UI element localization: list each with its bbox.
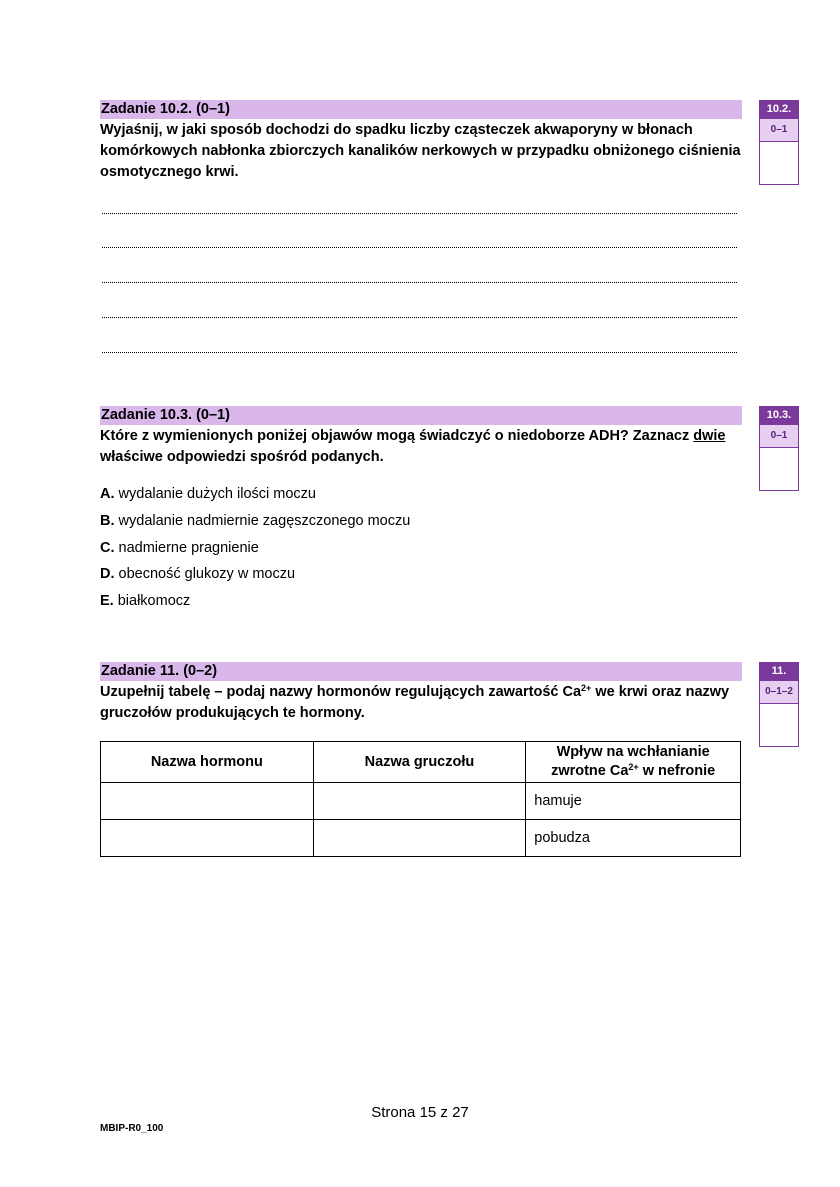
header-text: Wpływ na wchłanianie [556, 744, 710, 760]
task-question [100, 426, 742, 468]
score-box-10-3 [759, 406, 799, 491]
question-text: we krwi oraz nazwy gruczołów produkujących te hormony. [100, 684, 730, 721]
col-effect [526, 742, 741, 783]
score-field [760, 448, 798, 490]
superscript: 2+ [628, 762, 639, 772]
option-b[interactable] [100, 512, 410, 530]
option-e[interactable] [100, 592, 190, 610]
task-header: Zadanie 10.3. (0–1) [100, 406, 742, 425]
option-text: wydalanie dużych ilości moczu [118, 486, 316, 502]
effect-cell: hamuje [526, 783, 741, 820]
option-a[interactable] [100, 485, 316, 503]
task-header: Zadanie 10.2. (0–1) [100, 100, 742, 119]
hormone-cell[interactable] [101, 783, 314, 820]
option-text: białkomocz [117, 593, 191, 609]
task-10-3 [100, 406, 742, 609]
question-text: właściwe odpowiedzi spośród podanych. [100, 449, 384, 465]
option-c[interactable] [100, 539, 259, 557]
task-10-2 [100, 100, 742, 183]
header-text: w nefronie [642, 763, 716, 779]
table-row [101, 820, 741, 857]
gland-cell[interactable] [313, 783, 526, 820]
task-header: Zadanie 11. (0–2) [100, 662, 742, 681]
option-text: nadmierne pragnienie [118, 540, 259, 556]
col-hormone-name: Nazwa hormonu [101, 742, 314, 783]
option-text: wydalanie nadmiernie zagęszczonego moczu [118, 513, 411, 529]
header-text: zwrotne Ca [551, 763, 629, 779]
effect-cell: pobudza [526, 820, 741, 857]
exam-code: MBIP-R0_100 [100, 1123, 164, 1134]
col-gland-name: Nazwa gruczołu [313, 742, 526, 783]
option-letter: C. [100, 540, 115, 556]
option-letter: D. [100, 566, 115, 582]
page-number: Strona 15 z 27 [371, 1104, 469, 1121]
score-field [760, 142, 798, 184]
answer-line[interactable] [102, 212, 737, 214]
task-question: Wyjaśnij, w jaki sposób dochodzi do spadku liczby cząsteczek akwaporyny w błonach komórkowych nabłonka zbiorczych kanalików nerkowych w przypadku obniżonego ciśnienia osmotycznego krwi. [100, 122, 741, 180]
superscript: 2+ [581, 683, 592, 693]
table-header-row [101, 742, 741, 783]
score-number: 10.3. [760, 407, 798, 424]
question-emphasis: dwie [693, 428, 726, 444]
answer-line[interactable] [102, 316, 737, 318]
score-number: 11. [760, 663, 798, 680]
hormone-cell[interactable] [101, 820, 314, 857]
answer-line[interactable] [102, 281, 737, 283]
score-box-11 [759, 662, 799, 747]
question-text: Które z wymienionych poniżej objawów mogą świadczyć o niedoborze ADH? Zaznacz [100, 428, 690, 444]
option-letter: E. [100, 593, 114, 609]
option-letter: B. [100, 513, 115, 529]
gland-cell[interactable] [313, 820, 526, 857]
answer-line[interactable] [102, 351, 737, 353]
option-letter: A. [100, 486, 115, 502]
option-d[interactable] [100, 565, 295, 583]
task-question [100, 682, 742, 724]
score-field [760, 704, 798, 746]
score-box-10-2 [759, 100, 799, 185]
answer-line[interactable] [102, 246, 737, 248]
table-row [101, 783, 741, 820]
question-text: Uzupełnij tabelę – podaj nazwy hormonów regulujących zawartość Ca [100, 684, 582, 700]
score-points: 0–1–2 [760, 680, 798, 704]
score-number: 10.2. [760, 101, 798, 118]
hormone-table [100, 741, 741, 857]
score-points: 0–1 [760, 424, 798, 448]
option-text: obecność glukozy w moczu [118, 566, 296, 582]
task-11 [100, 662, 742, 724]
score-points: 0–1 [760, 118, 798, 142]
